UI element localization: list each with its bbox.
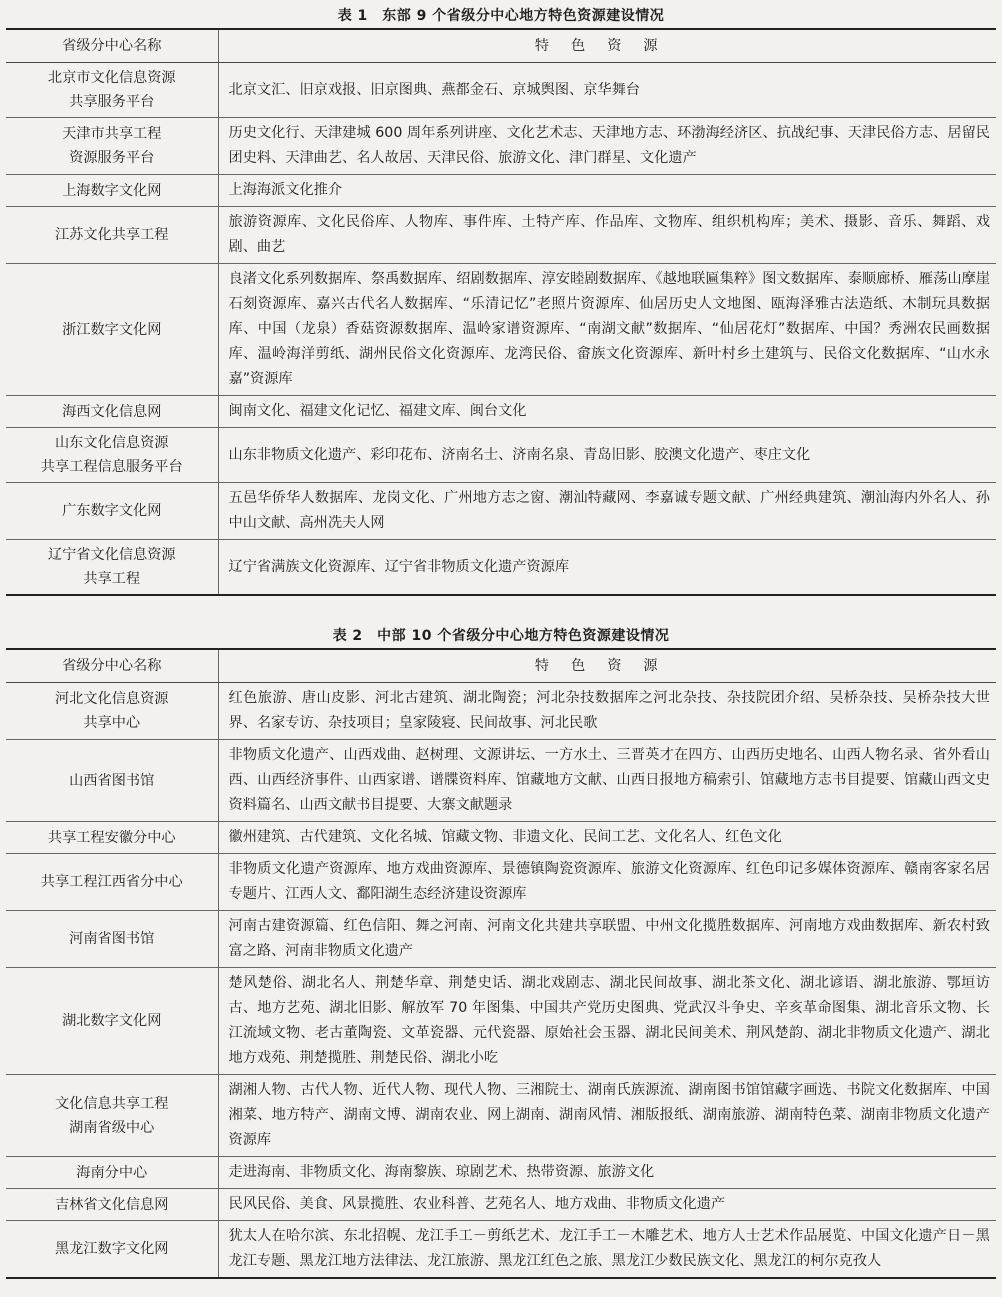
table-2-caption: 表 2 中部 10 个省级分中心地方特色资源建设情况 xyxy=(332,628,670,644)
table-2 xyxy=(6,648,996,1279)
resources-cell: 民风民俗、美食、风景揽胜、农业科普、艺苑名人、地方戏曲、非物质文化遗产 xyxy=(218,1189,996,1221)
table-row xyxy=(6,683,996,740)
resources-cell: 辽宁省满族文化资源库、辽宁省非物质文化遗产资源库 xyxy=(218,540,996,596)
center-name-cell: 天津市共享工程 资源服务平台 xyxy=(6,118,218,175)
column-header-resources: 特色资源 xyxy=(218,649,996,683)
resources-cell: 河南古建资源篇、红色信阳、舞之河南、河南文化共建共享联盟、中州文化揽胜数据库、河南地方戏曲数据库、新农村致富之路、河南非物质文化遗产 xyxy=(218,911,996,968)
center-name-cell: 辽宁省文化信息资源 共享工程 xyxy=(6,540,218,596)
table-header-row xyxy=(6,649,996,683)
resources-cell: 徽州建筑、古代建筑、文化名城、馆藏文物、非遗文化、民间工艺、文化名人、红色文化 xyxy=(218,822,996,854)
center-name-cell: 江苏文化共享工程 xyxy=(6,207,218,264)
resources-cell: 湖湘人物、古代人物、近代人物、现代人物、三湘院士、湖南氏族源流、湖南图书馆馆藏字画选、书院文化数据库、中国湘菜、地方特产、湖南文博、湖南农业、网上湖南、湖南风情、湘版报纸、湖南旅游、湖南特色菜、湖南非物质文化遗产资源库 xyxy=(218,1075,996,1157)
center-name-cell: 河北文化信息资源 共享中心 xyxy=(6,683,218,740)
table-1-caption: 表 1 东部 9 个省级分中心地方特色资源建设情况 xyxy=(337,8,665,24)
resources-cell: 非物质文化遗产资源库、地方戏曲资源库、景德镇陶瓷资源库、旅游文化资源库、红色印记多媒体资源库、赣南客家名居专题片、江西人文、鄱阳湖生态经济建设资源库 xyxy=(218,854,996,911)
table-row xyxy=(6,740,996,822)
resources-cell: 山东非物质文化遗产、彩印花布、济南名士、济南名泉、青岛旧影、胶澳文化遗产、枣庄文化 xyxy=(218,428,996,483)
table-row xyxy=(6,822,996,854)
table-row xyxy=(6,540,996,596)
center-name-cell: 山东文化信息资源 共享工程信息服务平台 xyxy=(6,428,218,483)
column-header-resources: 特色资源 xyxy=(218,29,996,63)
table-1-section xyxy=(6,4,996,596)
resources-cell: 良渚文化系列数据库、祭禹数据库、绍剧数据库、淳安睦剧数据库、《越地联匾集粹》图文数据库、泰顺廊桥、雁荡山摩崖石刻资源库、嘉兴古代名人数据库、“乐清记忆”老照片资源库、仙居历史人文地图、瓯海泽雅古法造纸、木制玩具数据库、中国（龙泉）香菇资源数据库、温岭家谱资源库、“南湖文献”数据库、“仙居花灯”数据库、中国？秀洲农民画数据库、温岭海洋剪纸、湖州民俗文化资源库、龙湾民俗、畲族文化资源库、新叶村乡土建筑与、民俗文化数据库、“山水永嘉”资源库 xyxy=(218,264,996,396)
center-name-cell: 黑龙江数字文化网 xyxy=(6,1221,218,1279)
resources-cell: 北京文汇、旧京戏报、旧京图典、燕都金石、京城舆图、京华舞台 xyxy=(218,63,996,118)
table-row xyxy=(6,118,996,175)
table-row xyxy=(6,483,996,540)
resources-cell: 走进海南、非物质文化、海南黎族、琼剧艺术、热带资源、旅游文化 xyxy=(218,1157,996,1189)
resources-cell: 上海海派文化推介 xyxy=(218,175,996,207)
table-row xyxy=(6,264,996,396)
table-row xyxy=(6,207,996,264)
resources-cell: 红色旅游、唐山皮影、河北古建筑、湖北陶瓷；河北杂技数据库之河北杂技、杂技院团介绍、吴桥杂技、吴桥杂技大世界、名家专访、杂技项目；皇家陵寝、民间故事、河北民歌 xyxy=(218,683,996,740)
resources-cell: 非物质文化遗产、山西戏曲、赵树理、文源讲坛、一方水土、三晋英才在四方、山西历史地名、山西人物名录、省外看山西、山西经济事件、山西家谱、谱牒资料库、馆藏地方文献、山西日报地方稿索引、馆藏地方志书目提要、馆藏山西文史资料篇名、山西文献书目提要、大寨文献题录 xyxy=(218,740,996,822)
column-header-name: 省级分中心名称 xyxy=(6,29,218,63)
center-name-cell: 共享工程江西省分中心 xyxy=(6,854,218,911)
table-row xyxy=(6,1157,996,1189)
center-name-cell: 广东数字文化网 xyxy=(6,483,218,540)
table-row xyxy=(6,1221,996,1279)
table-1 xyxy=(6,28,996,596)
column-header-name: 省级分中心名称 xyxy=(6,649,218,683)
table-row xyxy=(6,63,996,118)
center-name-cell: 河南省图书馆 xyxy=(6,911,218,968)
center-name-cell: 文化信息共享工程 湖南省级中心 xyxy=(6,1075,218,1157)
table-row xyxy=(6,1075,996,1157)
center-name-cell: 共享工程安徽分中心 xyxy=(6,822,218,854)
table-row xyxy=(6,968,996,1075)
center-name-cell: 浙江数字文化网 xyxy=(6,264,218,396)
table-row xyxy=(6,396,996,428)
center-name-cell: 湖北数字文化网 xyxy=(6,968,218,1075)
table-row xyxy=(6,175,996,207)
resources-cell: 历史文化行、天津建城 600 周年系列讲座、文化艺术志、天津地方志、环渤海经济区、抗战纪事、天津民俗方志、居留民团史料、天津曲艺、名人故居、天津民俗、旅游文化、津门群星、文化遗产 xyxy=(218,118,996,175)
resources-cell: 旅游资源库、文化民俗库、人物库、事件库、土特产库、作品库、文物库、组织机构库；美术、摄影、音乐、舞蹈、戏剧、曲艺 xyxy=(218,207,996,264)
resources-cell: 犹太人在哈尔滨、东北招幌、龙江手工－剪纸艺术、龙江手工－木雕艺术、地方人士艺术作品展览、中国文化遗产日－黑龙江专题、黑龙江地方法律法、龙江旅游、黑龙江红色之旅、黑龙江少数民族文化、黑龙江的柯尔克孜人 xyxy=(218,1221,996,1279)
resources-cell: 闽南文化、福建文化记忆、福建文库、闽台文化 xyxy=(218,396,996,428)
resources-cell: 五邑华侨华人数据库、龙岗文化、广州地方志之窗、潮汕特藏网、李嘉诚专题文献、广州经典建筑、潮汕海内外名人、孙中山文献、高州冼夫人网 xyxy=(218,483,996,540)
resources-cell: 楚风楚俗、湖北名人、荆楚华章、荆楚史话、湖北戏剧志、湖北民间故事、湖北茶文化、湖北谚语、湖北旅游、鄂垣访古、地方艺苑、湖北旧影、解放军 70 年图集、中国共产党历史图典、党武汉斗争史、辛亥革命图集、湖北音乐文物、长江流域文物、老古董陶瓷、文革瓷器、元代瓷器、原始社会玉器、湖北民间美术、荆风楚韵、湖北非物质文化遗产、湖北地方戏苑、荆楚揽胜、荆楚民俗、湖北小吃 xyxy=(218,968,996,1075)
table-row xyxy=(6,854,996,911)
table-row xyxy=(6,911,996,968)
table-row xyxy=(6,1189,996,1221)
table-header-row xyxy=(6,29,996,63)
center-name-cell: 吉林省文化信息网 xyxy=(6,1189,218,1221)
center-name-cell: 上海数字文化网 xyxy=(6,175,218,207)
center-name-cell: 山西省图书馆 xyxy=(6,740,218,822)
center-name-cell: 海西文化信息网 xyxy=(6,396,218,428)
center-name-cell: 海南分中心 xyxy=(6,1157,218,1189)
table-row xyxy=(6,428,996,483)
table-2-section xyxy=(6,624,996,1279)
center-name-cell: 北京市文化信息资源 共享服务平台 xyxy=(6,63,218,118)
